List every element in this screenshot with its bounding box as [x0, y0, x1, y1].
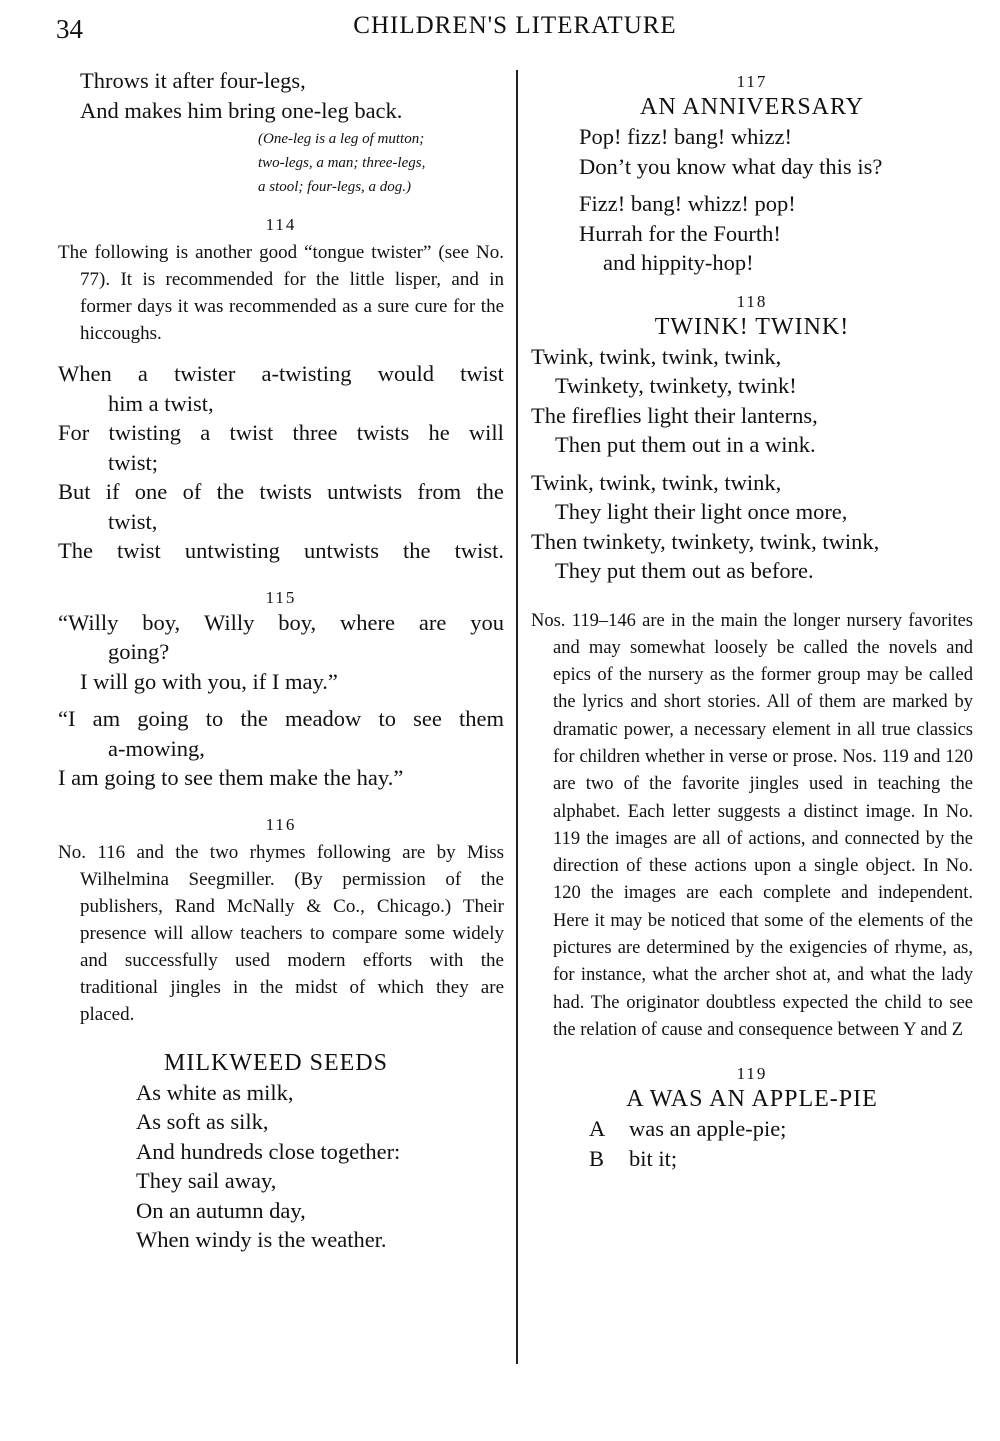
- commentary-paragraph: No. 116 and the two rhymes following are by Miss Wilhelmina Seegmiller. (By permission of the publishers, Rand McNally & Co., Chicago.) Their presence will allow teachers to compare some widely and successfully used modern efforts with the traditional jingles in the midst of which they are placed.: [58, 841, 504, 1025]
- willy-verse: [58, 608, 504, 793]
- verse-line: On an autumn day,: [136, 1197, 306, 1223]
- right-column: [531, 66, 973, 1173]
- milkweed-verse: [58, 1078, 504, 1255]
- commentary-paragraph: The following is another good “tongue twister” (see No. 77). It is recommended for the little lisper, and in former days it was recommended as a sure cure for the hiccoughs.: [58, 242, 504, 344]
- verse-line: Throws it after four-legs,: [80, 68, 306, 93]
- verse-line: I am going to see them make the hay.”: [58, 765, 404, 790]
- rhyme-number: 114: [265, 215, 297, 234]
- verse-line: I will go with you, if I may.”: [80, 668, 338, 694]
- verse-line: And makes him bring one-leg back.: [80, 97, 403, 123]
- note-line: a stool; four-legs, a dog.): [258, 179, 412, 195]
- rhyme-number: 119: [736, 1064, 768, 1084]
- note-line: (One-leg is a leg of mutton;: [258, 131, 425, 147]
- rhyme-number: 115: [265, 587, 297, 607]
- alphabet-text: was an apple-pie;: [629, 1116, 787, 1142]
- verse-line: The fireflies light their lanterns,: [531, 402, 818, 428]
- verse-line: Twink, twink, twink, twink,: [531, 343, 782, 369]
- verse-line: Twinkety, twinkety, twink!: [555, 373, 797, 398]
- column-divider: [516, 70, 518, 1364]
- left-column: [58, 66, 504, 1255]
- verse-line: him a twist,: [108, 390, 214, 416]
- verse-line: a-mowing,: [108, 735, 205, 761]
- verse-line: Twink, twink, twink, twink,: [531, 469, 782, 495]
- verse-line: Then twinkety, twinkety, twink, twink,: [531, 528, 880, 554]
- verse-line: Fizz! bang! whizz! pop!: [579, 191, 796, 216]
- commentary-paragraph: Nos. 119–146 are in the main the longer nursery favorites and may somewhat loosely be called the novels and epics of the nursery as the former group may be called the lyrics and short stories. All of them are marked by dramatic power, a necessary element in all true classics for children whether in verse or prose. Nos. 119 and 120 are two of the favorite jingles used in teaching the alphabet. Each letter suggests a distinct image. In No. 119 the images are all of actions, and connected by the direction of these actions upon a single object. In No. 120 the images are each complete and independent. Here it may be noticed that some of the elements of the pictures are determined by the exigencies of rhyme, as, for instance, what the archer shot at, and what the lady had. The originator doubtless expected the child to see the relation of cause and consequence between Y and Z: [531, 610, 973, 1040]
- applepie-verse: [531, 1114, 973, 1173]
- anniversary-verse: [531, 122, 973, 278]
- verse-line: As soft as silk,: [136, 1109, 269, 1134]
- verse-line: The twist untwisting untwists the twist.: [58, 538, 504, 563]
- verse-line: And hundreds close together:: [136, 1138, 401, 1164]
- verse-line: When windy is the weather.: [136, 1227, 387, 1252]
- verse-line: [531, 1144, 973, 1174]
- note-line: two-legs, a man; three-legs,: [258, 155, 426, 171]
- alphabet-letter: B: [589, 1145, 605, 1171]
- verse-line: twist,: [108, 508, 158, 534]
- twister-verse: [58, 359, 504, 566]
- rhyme-number: 116: [265, 814, 297, 834]
- verse-line: “I am going to the meadow to see them: [58, 706, 504, 731]
- verse-line: Then put them out in a wink.: [555, 432, 816, 457]
- verse-line: As white as milk,: [136, 1079, 294, 1105]
- rhyme-number: 118: [736, 291, 768, 311]
- rhyme-number: 117: [736, 72, 768, 91]
- verse-line: They put them out as before.: [555, 558, 814, 583]
- verse-line: But if one of the twists untwists from the: [58, 479, 504, 504]
- poem-title: AN ANNIVERSARY: [639, 94, 865, 120]
- verse-line: Don’t you know what day this is?: [579, 153, 883, 179]
- verse-line: [531, 1114, 973, 1144]
- verse-line: Hurrah for the Fourth!: [579, 220, 781, 246]
- verse-line: They sail away,: [136, 1168, 277, 1193]
- page-number: 34: [56, 14, 83, 44]
- running-title: CHILDREN'S LITERATURE: [353, 12, 677, 39]
- verse-line: Pop! fizz! bang! whizz!: [579, 124, 793, 149]
- verse-line: going?: [108, 639, 170, 664]
- verse-line: and hippity-hop!: [603, 250, 754, 275]
- verse-line: For twisting a twist three twists he will: [58, 420, 504, 445]
- twink-verse: [531, 342, 973, 586]
- poem-title: A WAS AN APPLE-PIE: [626, 1086, 878, 1113]
- verse-line: “Willy boy, Willy boy, where are you: [58, 609, 504, 635]
- editorial-note: [58, 127, 504, 199]
- verse-line: twist;: [108, 449, 159, 475]
- poem-title: MILKWEED SEEDS: [164, 1049, 388, 1076]
- poem-title: TWINK! TWINK!: [654, 313, 850, 340]
- alphabet-text: bit it;: [629, 1145, 678, 1171]
- alphabet-letter: A: [589, 1116, 606, 1142]
- verse-line: They light their light once more,: [555, 499, 848, 524]
- verse-line: When a twister a-twisting would twist: [58, 361, 504, 386]
